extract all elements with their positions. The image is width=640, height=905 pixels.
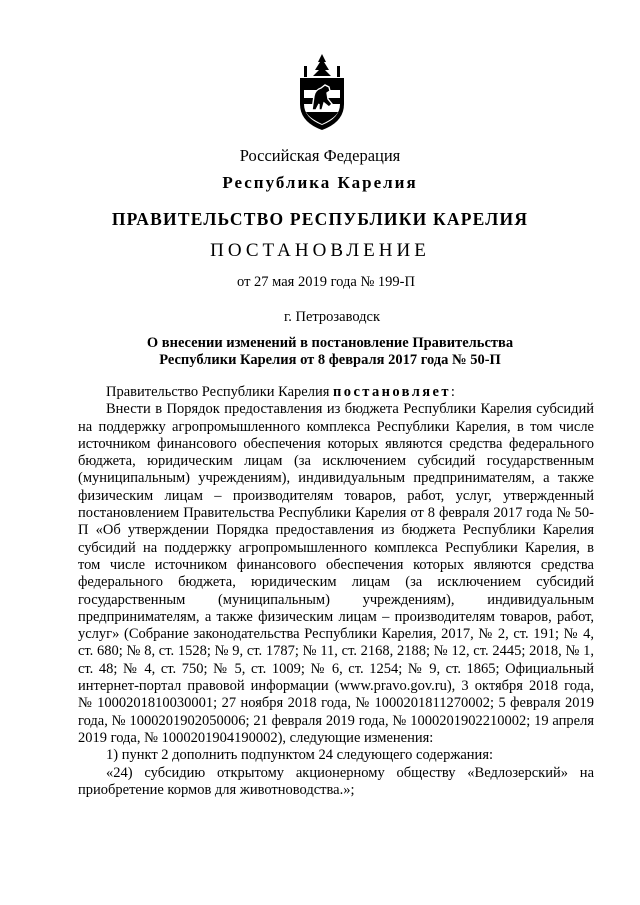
document-date: от 27 мая 2019 года № 199-П	[237, 274, 415, 290]
body-paragraph-3: «24) субсидию открытому акционерному обществу «Ведлозерский» на приобретение кормов для животноводства.»;	[78, 764, 594, 798]
body-paragraph-1: Внести в Порядок предоставления из бюджета Республики Карелия субсидий на поддержку агропромышленного комплекса Республики Карелия, в том числе источником финансового обеспечения которых являются средства федерального бюджета, юридическим лицам (за исключением субсидий государственным (муниципальным) учреждениям), индивидуальным предпринимателям, а также физическим лицам – производителям товаров, работ, услуг, утвержденный постановлением Правительства Республики Карелия от 8 февраля 2017 года № 50-П «Об утверждении Порядка предоставления из бюджета Республики Карелия субсидий на поддержку агропромышленного комплекса Республики Карелия, в том числе источником финансового обеспечения которых являются средства федерального бюджета, юридическим лицам (за исключением субсидий государственным (муниципальным) учреждениям), индивидуальным предпринимателям, а также физическим лицам – производителям товаров, работ, услуг» (Собрание законодательства Республики Карелия, 2017, № 2, ст. 191; № 4, ст. 680; № 8, ст. 1528; № 9, ст. 1787; № 11, ст. 2168, 2188; № 12, ст. 2445; 2018, № 1, ст. 48; № 4, ст. 750; № 5, ст. 1009; № 6, ст. 1254; № 9, ст. 1865; Официальный интернет-портал правовой информации (www.pravo.gov.ru), 3 октября 2018 года, № 1000201810030001; 27 ноября 2018 года, № 1000201811270002; 5 февраля 2019 года, № 1000201902050006; 21 февраля 2019 года, № 1000201902210002; 19 апреля 2019 года, № 1000201904190002), следующие изменения:	[78, 401, 594, 746]
document-city: г. Петрозаводск	[283, 309, 381, 325]
document-body	[78, 384, 594, 799]
government-name: ПРАВИТЕЛЬСТВО РЕСПУБЛИКИ КАРЕЛИЯ	[111, 209, 529, 229]
document-title-line-2: Республики Карелия от 8 февраля 2017 года № 50-П	[159, 352, 501, 368]
country-name: Российская Федерация	[239, 146, 401, 165]
intro-decree-word: постановляет	[333, 384, 451, 400]
intro-lead: Правительство Республики Карелия	[106, 384, 334, 400]
body-paragraph-2: 1) пункт 2 дополнить подпунктом 24 следующего содержания:	[106, 747, 494, 764]
document-type: ПОСТАНОВЛЕНИЕ	[210, 240, 430, 261]
document-title-line-1: О внесении изменений в постановление Правительства	[146, 335, 514, 351]
coat-of-arms-icon	[295, 52, 349, 132]
intro-colon: :	[450, 384, 455, 400]
republic-name: Республика Карелия	[222, 173, 418, 192]
intro-paragraph	[78, 384, 594, 401]
